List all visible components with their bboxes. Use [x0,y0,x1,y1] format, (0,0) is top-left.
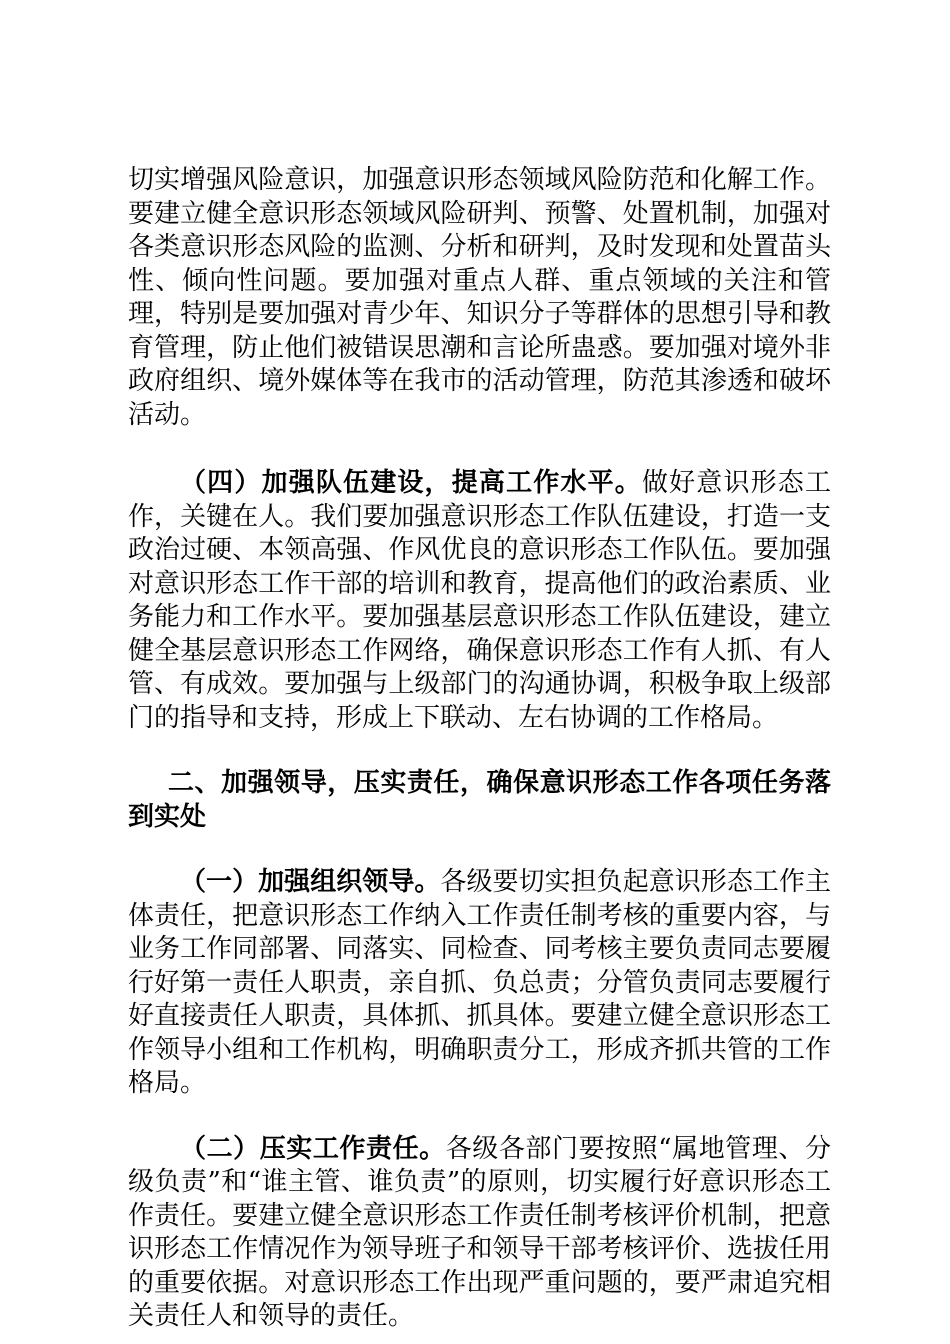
paragraph-work-responsibility [128,1133,831,1334]
paragraph-team-building-body: 做好意识形态工作，关键在人。我们要加强意识形态工作队伍建设，打造一支政治过硬、本领高强、作风优良的意识形态工作队伍。要加强对意识形态工作干部的培训和教育，提高他们的政治素质、业务能力和工作水平。要加强基层意识形态工作队伍建设，建立健全基层意识形态工作网络，确保意识形态工作有人抓、有人管、有成效。要加强与上级部门的沟通协调，积极争取上级部门的指导和支持，形成上下联动、左右协调的工作格局。 [128,468,831,733]
section-heading-two: 二、加强领导，压实责任，确保意识形态工作各项任务落到实处 [128,768,831,832]
subheading-organization-leadership: （一）加强组织领导。 [180,867,441,897]
subheading-team-building: （四）加强队伍建设，提高工作水平。 [180,468,642,498]
paragraph-organization-leadership [128,866,831,1101]
paragraph-team-building [128,467,831,735]
paragraph-work-responsibility-body: 各级各部门要按照“属地管理、分级负责”和“谁主管、谁负责”的原则，切实履行好意识形态工作责任。要建立健全意识形态工作责任制考核评价机制，把意识形态工作情况作为领导班子和领导干部考核评价、选拔任用的重要依据。对意识形态工作出现严重问题的，要严肃追究相关责任人和领导的责任。 [128,1133,831,1331]
document-page [128,164,831,1334]
paragraph-risk-awareness: 切实增强风险意识，加强意识形态领域风险防范和化解工作。要建立健全意识形态领域风险研判、预警、处置机制，加强对各类意识形态风险的监测、分析和研判，及时发现和处置苗头性、倾向性问题。要加强对重点人群、重点领域的关注和管理，特别是要加强对青少年、知识分子等群体的思想引导和教育管理，防止他们被错误思潮和言论所蛊惑。要加强对境外非政府组织、境外媒体等在我市的活动管理，防范其渗透和破坏活动。 [128,165,831,430]
paragraph-organization-leadership-body: 各级要切实担负起意识形态工作主体责任，把意识形态工作纳入工作责任制考核的重要内容，与业务工作同部署、同落实、同检查、同考核主要负责同志要履行好第一责任人职责，亲自抓、负总责；分管负责同志要履行好直接责任人职责，具体抓、抓具体。要建立健全意识形态工作领导小组和工作机构，明确职责分工，形成齐抓共管的工作格局。 [128,867,831,1098]
subheading-work-responsibility: （二）压实工作责任。 [180,1133,446,1164]
